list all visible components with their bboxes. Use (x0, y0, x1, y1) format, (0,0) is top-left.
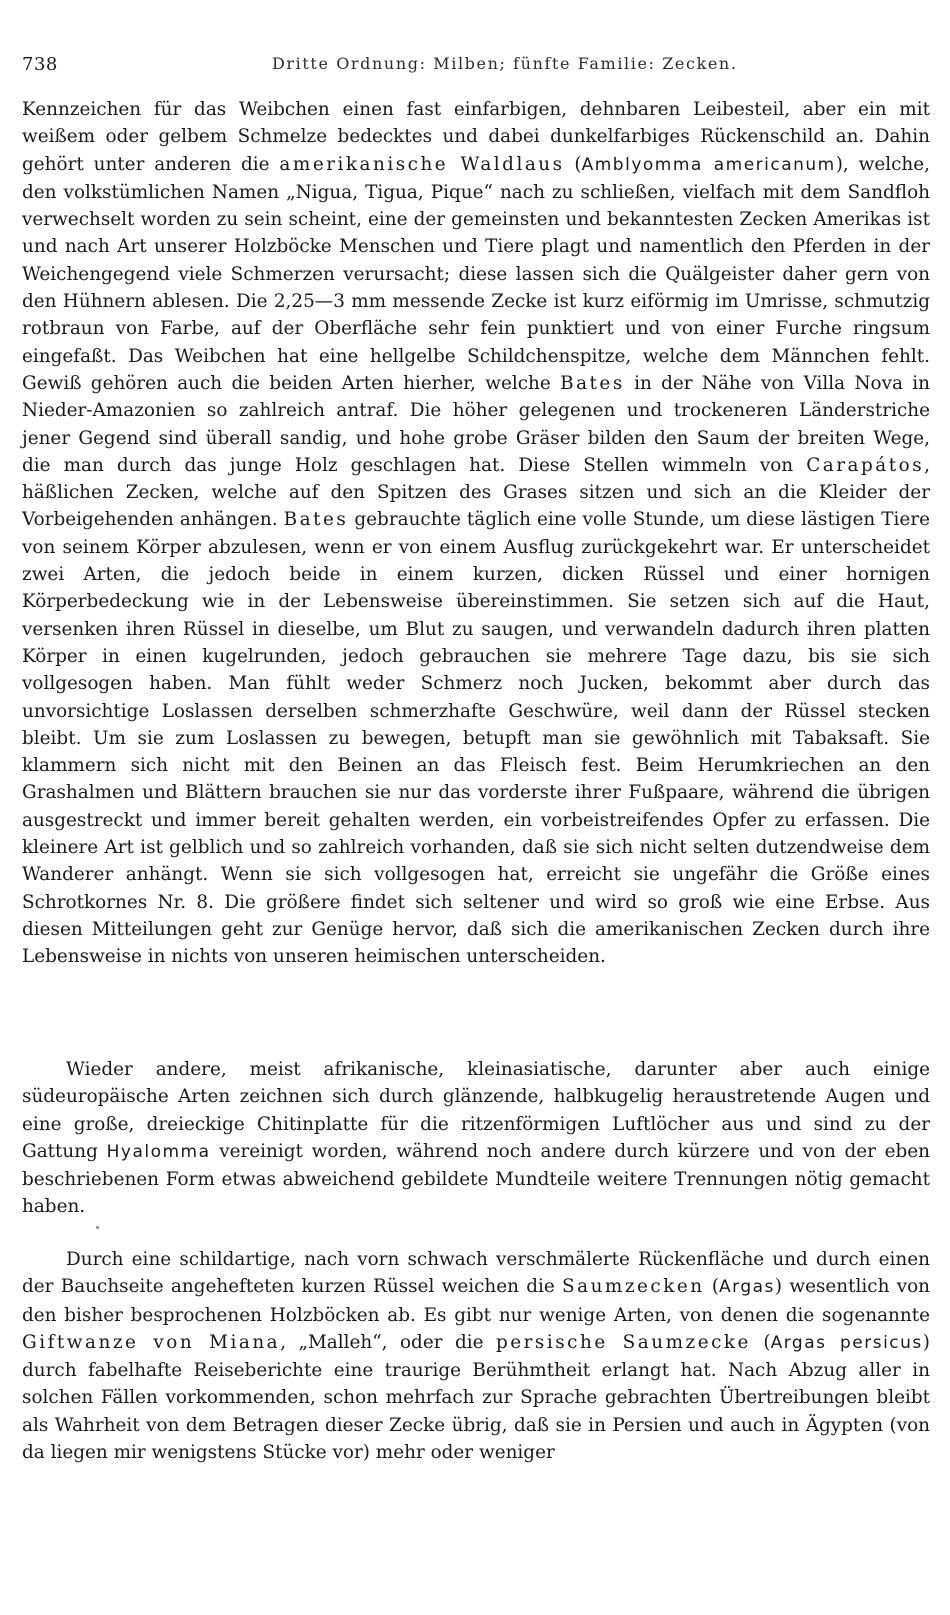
paragraph-1 (22, 96, 930, 971)
paragraph-2-text (22, 1056, 930, 1221)
family-name-german: Saumzecken (562, 1276, 705, 1298)
species-name-german: persische Saumzecke (495, 1331, 751, 1353)
paragraph-1-text (22, 96, 930, 971)
page-header (22, 50, 927, 84)
species-name-latin: Amblyomma americanum (581, 154, 836, 175)
text-run: ( (564, 153, 582, 175)
text-run: , häßlichen Zecken, welche auf den Spitzen des Grases sitzen und sich an die Kleider der Vorbeigehenden anhängen. (22, 454, 930, 531)
text-run: vereinigt worden, während noch andere durch kürzere und von der eben beschriebenen Form etwas abweichend gebildete Mundteile weitere Trennungen nötig gemacht haben. (22, 1140, 930, 1218)
paragraph-3 (22, 1246, 930, 1466)
paragraph-3-text (22, 1246, 930, 1466)
genus-name-latin: Hyalomma (106, 1141, 211, 1162)
text-run: ) wesentlich von den bisher besprochenen Holzböcken ab. Es gibt nur wenige Arten, von denen die sogenannte (22, 1276, 930, 1326)
text-run: ) durch fabelhafte Reiseberichte eine traurige Berühmtheit erlangt hat. Nach Abzug aller in solchen Fällen vorkommenden, schon mehrfach zur Sprache gebrachten Übertreibungen bleibt als Wahrheit von dem Betragen dieser Zecke übrig, daß sie in Persien und auch in Ägypten (von da liegen mir wenigstens Stücke vor) mehr oder weniger (22, 1331, 930, 1464)
page-number: 738 (22, 54, 58, 75)
text-run: ( (704, 1276, 720, 1298)
running-head: Dritte Ordnung: Milben; fünfte Familie: Zecken. (272, 54, 738, 73)
common-name: Giftwanze von Miana (22, 1331, 281, 1353)
text-run: ), welche, den volkstümlichen Namen „Nigua, Tigua, Pique“ nach zu schließen, vielfach mit dem Sandfloh verwechselt worden zu sein scheint, eine der gemeinsten und bekanntesten Zecken Amerikas ist und nach Art unserer Holzböcke Menschen und Tiere plagt und namentlich den Pferden in der Weichengegend viele Schmerzen verursacht; diese lassen sich die Quälgeister daher gern von den Hühnern ablesen. Die 2,25—3 mm messende Zecke ist kurz eiförmig im Umrisse, schmutzig rotbraun von Farbe, auf der Oberfläche sehr fein punktiert und von einer Furche ringsum eingefaßt. Das Weibchen hat eine hellgelbe Schildchenspitze, welche dem Männchen fehlt. Gewiß gehören auch die beiden Arten hierher, welche (22, 153, 930, 394)
text-run: Kennzeichen für das Weibchen einen fast einfarbigen, dehnbaren Leibesteil, aber ein mit weißem oder gelbem Schmelze bedecktes und dabei dunkelfarbiges Rückenschild an. Dahin gehört unter anderen die (22, 99, 930, 175)
text-run: Durch eine schildartige, nach vorn schwach verschmälerte Rückenfläche und durch einen der Bauchseite angehefteten kurzen Rüssel weichen die (22, 1249, 930, 1298)
author-name: Bates (560, 372, 625, 394)
text-run: ( (750, 1331, 771, 1353)
text-run: , „Malleh“, oder die (280, 1331, 496, 1353)
section-separator-dot (96, 1226, 99, 1229)
author-name: Bates (283, 509, 349, 531)
text-run: Wieder andere, meist afrikanische, kleinasiatische, darunter aber auch einige südeuropäische Arten zeichnen sich durch glänzende, halbkugelig heraustretende Augen und eine große, dreieckige Chitinplatte für die ritzenförmigen Luftlöcher aus und sind zu der Gattung (22, 1059, 930, 1162)
paragraph-2 (22, 1056, 930, 1221)
species-name-latin: Argas persicus (770, 1332, 923, 1353)
species-name-german: amerikanische Waldlaus (279, 153, 565, 175)
text-run: in der Nähe von Villa Nova in Nieder-Amazonien so zahlreich antraf. Die höher gelegenen und trockeneren Länderstriche jener Gegend sind überall sandig, und hohe grobe Gräser bilden den Saum der breiten Wege, die man durch das junge Holz geschlagen hat. Diese Stellen wimmeln von (22, 372, 931, 476)
text-run: gebrauchte täglich eine volle Stunde, um diese lästigen Tiere von seinem Körper abzulesen, wenn er von einem Ausflug zurückgekehrt war. Er unterscheidet zwei Arten, die jedoch beide in einem kurzen, dicken Rüssel und einer hornigen Körperbedeckung wie in der Lebensweise übereinstimmen. Sie setzen sich auf die Haut, versenken ihren Rüssel in dieselbe, um Blut zu saugen, und verwandeln dadurch ihren platten Körper in einen kugelrunden, jedoch gebrauchen sie mehrere Tage dazu, bis sie sich vollgesogen haben. Man fühlt weder Schmerz noch Jucken, bekommt aber durch das unvorsichtige Loslassen derselben schmerzhafte Geschwüre, weil dann der Rüssel stecken bleibt. Um sie zum Loslassen zu bewegen, betupft man sie gewöhnlich mit Tabaksaft. Sie klammern sich nicht mit den Beinen an das Fleisch fest. Beim Herumkriechen an den Grashalmen und Blättern brauchen sie nur das vorderste ihrer Fußpaare, während die übrigen ausgestreckt und immer bereit gehalten werden, ein vorbeistreifendes Opfer zu erfassen. Die kleinere Art ist gelblich und so zahlreich vorhanden, daß sie sich nicht selten dutzendweise dem Wanderer anhängt. Wenn sie sich vollgesogen hat, erreicht sie ungefähr die Größe eines Schrotkornes Nr. 8. Die größere findet sich seltener und wird so groß wie eine Erbse. Aus diesen Mitteilungen geht zur Genüge hervor, daß sich die amerikanischen Zecken durch ihre Lebensweise in nichts von unseren heimischen unterscheiden. (22, 509, 930, 968)
genus-name-latin: Argas (719, 1277, 775, 1298)
local-name: Carapátos (806, 454, 925, 476)
